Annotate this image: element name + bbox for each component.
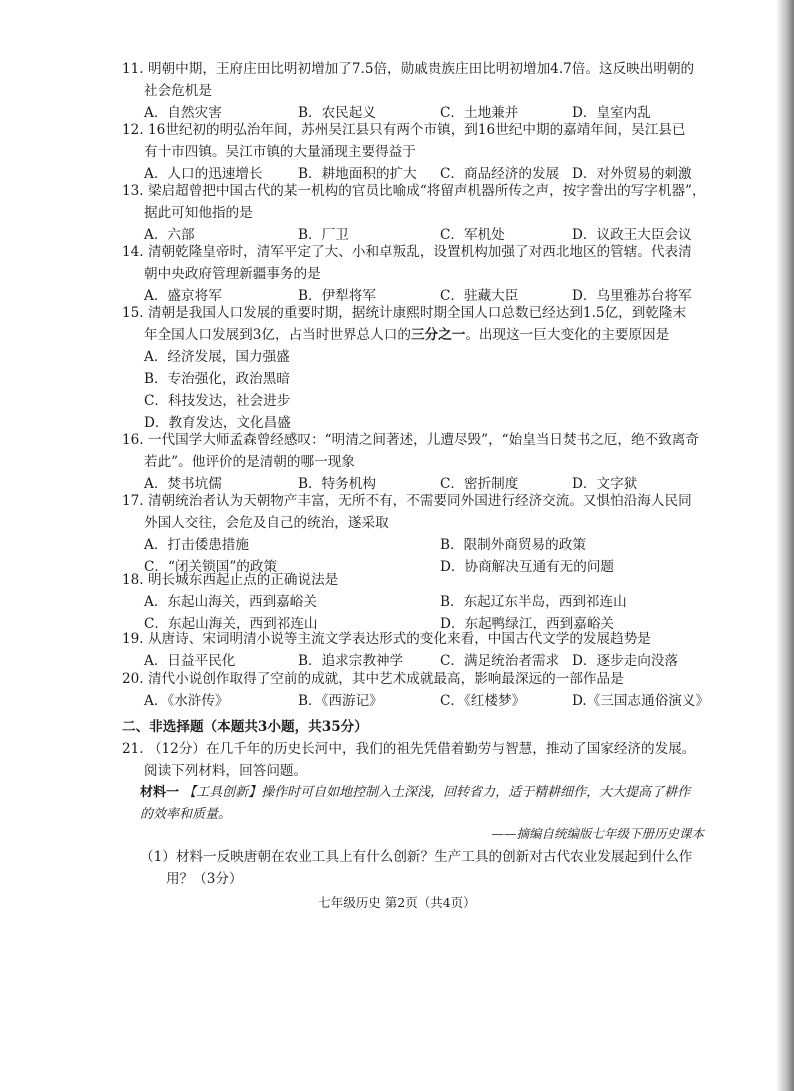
option-row: [122, 534, 702, 556]
question-stem: 20. 清代小说创作取得了空前的成就，其中艺术成就最高，影响最深远的一部作品是: [122, 671, 624, 687]
option-d: D．协商解决互通有无的问题: [440, 559, 615, 575]
question-14: [122, 241, 702, 307]
option-b: B．专治强化，政治黑暗: [144, 371, 290, 387]
question-stem: 朝中央政府管理新疆事务的是: [144, 266, 321, 282]
option-c: C．满足统治者需求: [440, 653, 560, 669]
option-a: A．自然灾害: [144, 105, 222, 121]
question-18: [122, 569, 702, 635]
page-footer: 七年级历史 第2页（共4页）: [318, 895, 476, 910]
option-d: D．东起鸭绿江，西到嘉峪关: [440, 616, 615, 632]
option-b: B．特务机构: [298, 476, 376, 492]
question-21: [122, 738, 702, 782]
option-b: B．限制外商贸易的政策: [440, 537, 586, 553]
option-a: A．《水浒传》: [144, 693, 229, 709]
question-stem: [122, 324, 702, 346]
option-b: B．《西游记》: [298, 693, 383, 709]
option-d: D．议政王大臣会议: [572, 227, 692, 243]
question-17: [122, 490, 702, 578]
option-a: A．盛京将军: [144, 288, 222, 304]
option-d: D．对外贸易的刺激: [572, 166, 692, 182]
option-d: D．逐步走向没落: [572, 653, 679, 669]
scan-edge-shadow: [776, 0, 794, 1091]
question-stem: 15. 清朝是我国人口发展的重要时期，据统计康熙时期全国人口总数已经达到1.5亿，到乾隆末: [122, 305, 687, 321]
question-stem: 14. 清朝乾隆皇帝时，清军平定了大、小和卓叛乱，设置机构加强了对西北地区的管辖。代表清: [122, 244, 692, 260]
option-row: [122, 690, 710, 712]
stem-part: 。出现这一巨大变化的主要原因是: [465, 327, 670, 343]
question-stem: 据此可知他指的是: [144, 205, 253, 221]
option-b: B．伊犁将军: [298, 288, 376, 304]
emphasis-text: 三分之一: [410, 327, 466, 343]
option-b: B．农民起义: [298, 105, 376, 121]
stem-part: 年全国人口发展到3亿，占当时世界总人口的: [144, 327, 411, 343]
question-stem: 11. 明朝中期，王府庄田比明初增加了7.5倍，勋戚贵族庄田比明初增加4.7倍。这反映出明朝的: [122, 61, 695, 77]
material-source: ——摘编自统编版七年级下册历史课本: [491, 826, 704, 841]
option-c: C．驻藏大臣: [440, 288, 519, 304]
option-b: B．追求宗教神学: [298, 653, 404, 669]
question-stem: 17. 清朝统治者认为天朝物产丰富，无所不有，不需要同外国进行经济交流。又惧怕沿海人民同: [122, 493, 692, 509]
sub-question-1: [122, 846, 702, 890]
option-a: A．人口的迅速增长: [144, 166, 263, 182]
option-a: A．六部: [144, 227, 195, 243]
question-stem: 19. 从唐诗、宋词明清小说等主流文学表达形式的变化来看，中国古代文学的发展趋势是: [122, 631, 651, 647]
question-15: [122, 302, 702, 434]
question-stem: 用？（3分）: [166, 871, 243, 887]
question-stem: 有十市四镇。吴江市镇的大量涌现主要得益于: [144, 144, 416, 160]
question-stem: 外国人交往，会危及自己的统治，遂采取: [144, 515, 389, 531]
option-row: [122, 591, 702, 613]
option-a: A．焚书坑儒: [144, 476, 222, 492]
material-text: 【工具创新】操作时可自如地控制入土深浅，回转省力，适于精耕细作，大大提高了耕作的效率和质量。: [140, 785, 691, 822]
question-stem: 18. 明长城东西起止点的正确说法是: [122, 572, 339, 588]
option-b: B．厂卫: [298, 227, 349, 243]
option-d: D．教育发达，文化昌盛: [144, 415, 291, 431]
option-d: D.《三国志通俗演义》: [572, 693, 710, 709]
option-a: A．东起山海关，西到嘉峪关: [144, 594, 317, 610]
option-c: C．“闭关锁国”的政策: [144, 559, 278, 575]
section-heading: 二、非选择题（本题共3小题，共35分）: [122, 719, 368, 735]
option-c: C．《红楼梦》: [440, 693, 526, 709]
question-stem: 阅读下列材料，回答问题。: [144, 763, 308, 779]
question-stem: 16. 一代国学大师孟森曾经感叹：“明清之间著述，儿遭尽毁”，“始皇当日焚书之厄，绝不致离奇: [122, 432, 699, 448]
option-d: D．皇室内乱: [572, 105, 651, 121]
option-b: B．东起辽东半岛，西到祁连山: [440, 594, 627, 610]
option-c: C．军机处: [440, 227, 505, 243]
question-13: [122, 180, 706, 246]
option-a: A．日益平民化: [144, 653, 236, 669]
option-c: C．东起山海关，西到祁连山: [144, 616, 318, 632]
question-stem: 21. （12分）在几千年的历史长河中，我们的祖先凭借着勤劳与智慧，推动了国家经济的发展。: [122, 741, 696, 757]
question-16: [122, 429, 702, 495]
option-d: D．文字狱: [572, 476, 638, 492]
option-a: A．打击倭患措施: [144, 537, 249, 553]
option-c: C．土地兼并: [440, 105, 519, 121]
option-c: C．密折制度: [440, 476, 519, 492]
material-one: [140, 782, 700, 826]
option-c: C．商品经济的发展: [440, 166, 560, 182]
question-stem: 社会危机是: [144, 83, 212, 99]
question-11: [122, 58, 702, 124]
option-a: A．经济发展，国力强盛: [144, 349, 290, 365]
option-c: C．科技发达，社会进步: [144, 393, 291, 409]
question-stem: 若此”。他评价的是清朝的哪一现象: [144, 454, 355, 470]
question-19: [122, 628, 702, 672]
question-stem: （1）材料一反映唐朝在农业工具上有什么创新？生产工具的创新对古代农业发展起到什么作: [140, 849, 693, 865]
question-stem: 12. 16世纪初的明弘治年间，苏州吴江县只有两个市镇，到16世纪中期的嘉靖年间，吴江县已: [122, 122, 686, 138]
question-20: [122, 668, 710, 712]
question-12: [122, 119, 702, 185]
material-label: 材料一: [140, 785, 180, 800]
option-b: B．耕地面积的扩大: [298, 166, 417, 182]
question-stem: 13. 梁启超曾把中国古代的某一机构的官员比喻成“将留声机器所传之声，按字誊出的写字机器”，: [122, 183, 706, 199]
option-d: D．乌里雅苏台将军: [572, 288, 692, 304]
